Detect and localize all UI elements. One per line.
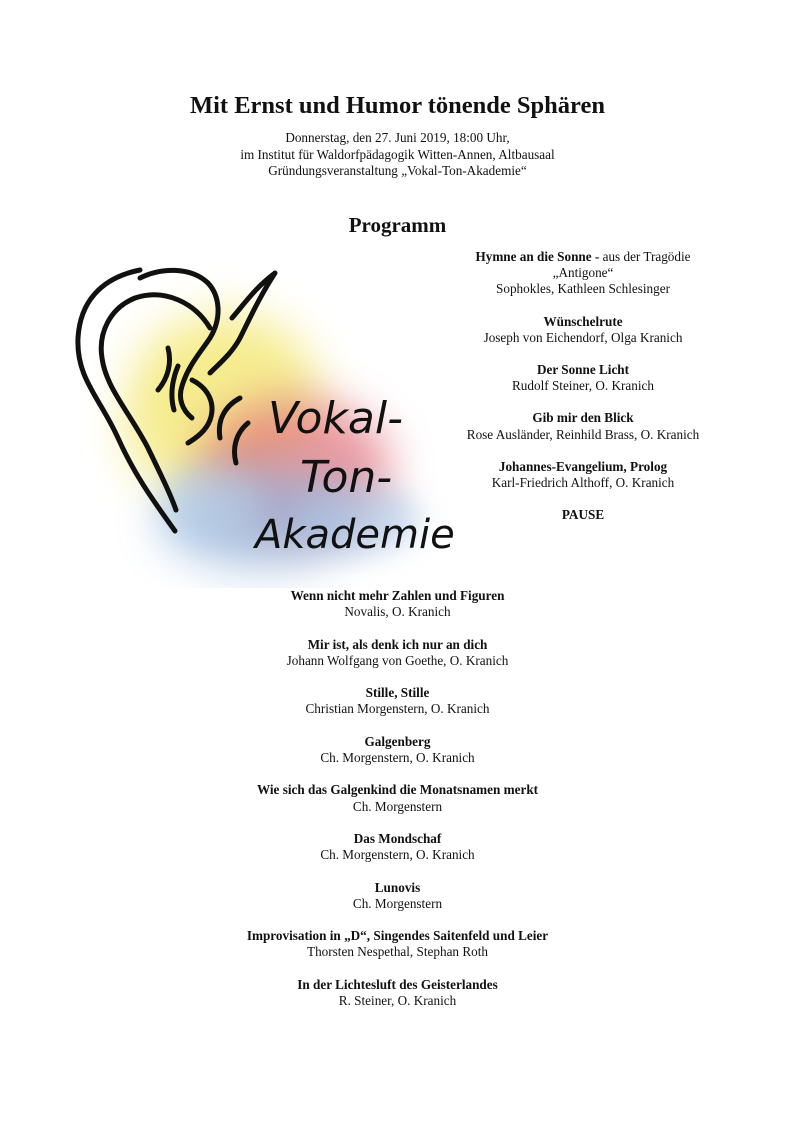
program-part-1 xyxy=(430,249,736,523)
program-item-title: Improvisation in „D“, Singendes Saitenfeld und Leier xyxy=(246,928,549,944)
event-location: im Institut für Waldorfpädagogik Witten-Annen, Altbausaal xyxy=(240,146,555,162)
program-item-title: In der Lichtesluft des Geisterlandes xyxy=(297,976,498,992)
program-item-title: Mir ist, als denk ich nur an dich xyxy=(307,636,488,652)
program-heading: Programm xyxy=(348,213,447,237)
logo-illustration xyxy=(60,248,460,588)
program-item-authors: R. Steiner, O. Kranich xyxy=(338,992,457,1008)
program-item-authors: Sophokles, Kathleen Schlesinger xyxy=(496,281,670,297)
program-item-title: Lunovis xyxy=(374,879,421,895)
program-item xyxy=(430,249,736,298)
program-item-authors: Johann Wolfgang von Goethe, O. Kranich xyxy=(286,652,509,668)
event-date: Donnerstag, den 27. Juni 2019, 18:00 Uhr, xyxy=(285,130,510,145)
event-occasion: Gründungsveranstaltung „Vokal-Ton-Akademie“ xyxy=(268,163,527,178)
program-item xyxy=(150,880,645,912)
program-item-title: Galgenberg xyxy=(364,733,431,749)
program-item-title: Wünschelrute xyxy=(543,313,623,329)
logo-line-3: Akademie xyxy=(255,512,455,558)
program-item xyxy=(150,782,645,814)
program-item-title: Das Mondschaf xyxy=(353,830,442,846)
program-item-authors: Novalis, O. Kranich xyxy=(344,604,451,620)
program-item xyxy=(150,928,645,960)
program-item-authors: Ch. Morgenstern xyxy=(352,895,443,911)
program-item-title: Der Sonne Licht xyxy=(536,362,630,378)
logo-line-1: Vokal- xyxy=(268,393,403,444)
program-item xyxy=(150,831,645,863)
program-item-authors: Rose Ausländer, Reinhild Brass, O. Kranich xyxy=(466,426,700,442)
program-item xyxy=(430,314,736,346)
program-item-authors: Thorsten Nespethal, Stephan Roth xyxy=(307,944,488,960)
program-item xyxy=(150,977,645,1009)
program-item xyxy=(150,637,645,669)
program-item xyxy=(430,459,736,491)
program-item-title-suffix: aus der Tragödie xyxy=(599,249,691,264)
program-item-authors: Rudolf Steiner, O. Kranich xyxy=(512,378,654,394)
logo-line-2: Ton- xyxy=(300,452,393,503)
program-item xyxy=(150,685,645,717)
program-item xyxy=(430,362,736,394)
program-item xyxy=(430,410,736,442)
program-item-authors: Ch. Morgenstern, O. Kranich xyxy=(320,749,475,765)
page-title: Mit Ernst und Humor tönende Sphären xyxy=(190,92,605,119)
program-item-title-line xyxy=(430,249,736,265)
program-item-title: Hymne an die Sonne - xyxy=(475,249,600,264)
program-item-authors: Ch. Morgenstern, O. Kranich xyxy=(320,847,475,863)
program-item-subtitle: „Antigone“ xyxy=(552,265,614,281)
event-info xyxy=(0,130,795,180)
program-item-title: Stille, Stille xyxy=(365,685,430,701)
program-item-authors: Joseph von Eichendorf, Olga Kranich xyxy=(483,329,683,345)
program-part-2 xyxy=(150,588,645,1025)
program-item xyxy=(150,588,645,620)
program-item-authors: Ch. Morgenstern xyxy=(352,798,443,814)
pause-label: PAUSE xyxy=(561,507,605,523)
program-item-authors: Christian Morgenstern, O. Kranich xyxy=(305,701,490,717)
program-item xyxy=(150,734,645,766)
vokal-ton-akademie-logo xyxy=(60,248,460,588)
program-item-title: Johannes-Evangelium, Prolog xyxy=(498,458,668,474)
program-item-title: Gib mir den Blick xyxy=(532,410,634,426)
program-item-authors: Karl-Friedrich Althoff, O. Kranich xyxy=(491,475,675,491)
program-item-title: Wie sich das Galgenkind die Monatsnamen merkt xyxy=(256,782,539,798)
program-item-title: Wenn nicht mehr Zahlen und Figuren xyxy=(290,588,505,603)
